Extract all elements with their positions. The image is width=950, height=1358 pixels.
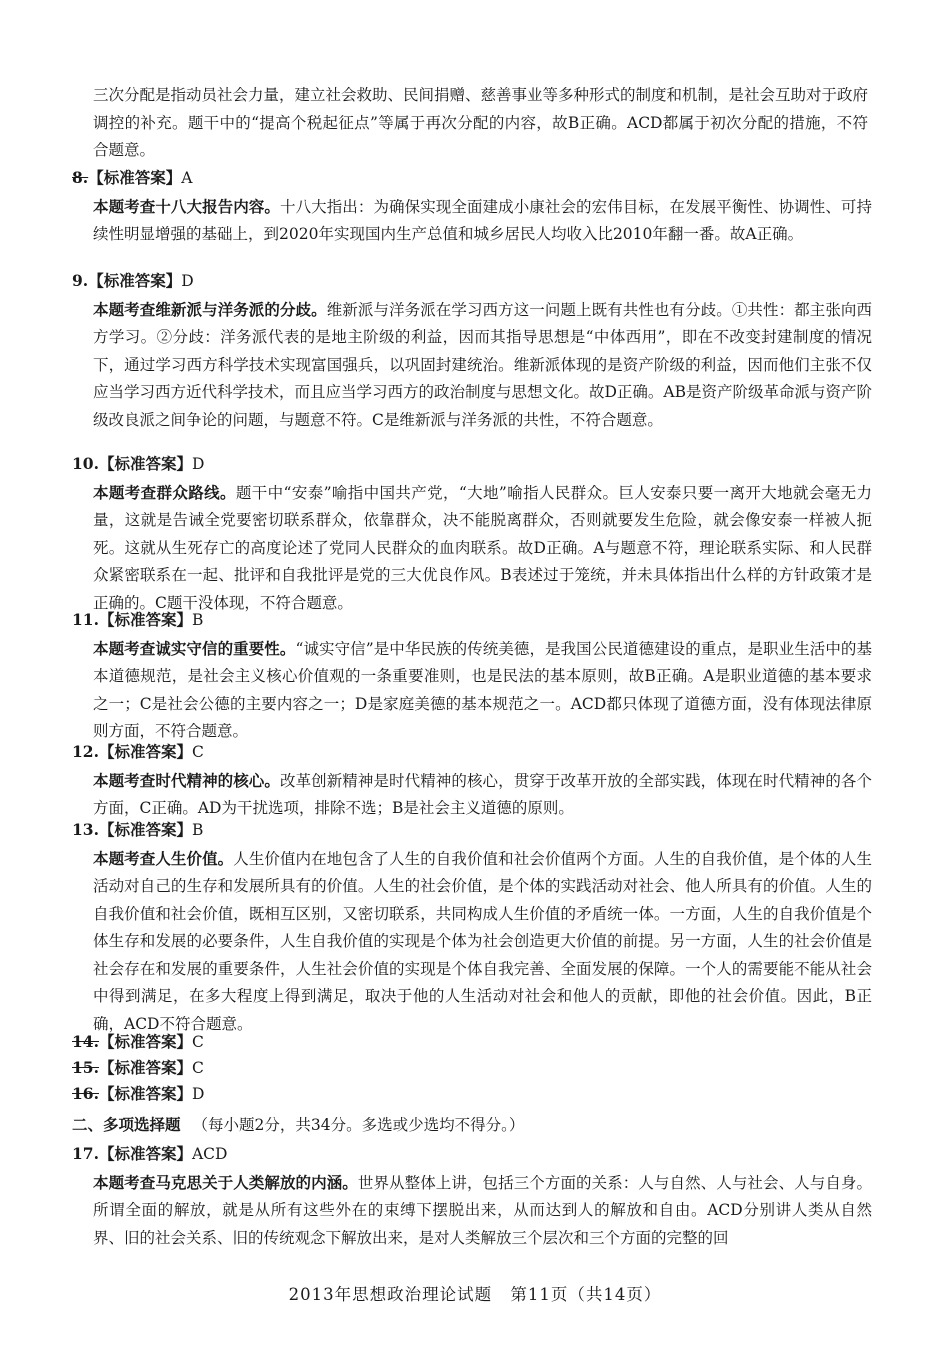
section-heading <box>72 1111 872 1140</box>
explanation-text: 十八大指出：为确保实现全面建成小康社会的宏伟目标，在发展平衡性、协调性、可持续性明显增强的基础上，到2020年实现国内生产总值和城乡居民人均收入比2010年翻一番。故A正确。 <box>93 197 872 243</box>
answer-value: D <box>191 1085 205 1103</box>
answer-value: ACD <box>191 1145 228 1163</box>
topic-text: 本题考查群众路线。 <box>93 482 236 502</box>
explanation-text: 人生价值内在地包含了人生的自我价值和社会价值两个方面。人生的自我价值，是个体的人生活动对自己的生存和发展所具有的价值。人生的社会价值，是个体的实践活动对社会、他人所具有的价值。人生的自我价值和社会价值，既相互区别，又密切联系，共同构成人生价值的矛盾统一体。一方面，人生的自我价值是个体生存和发展的必要条件，人生自我价值的实现是个体为社会创造更大价值的前提。另一方面，人生的社会价值是社会存在和发展的重要条件，人生社会价值的实现是个体自我完善、全面发展的保障。一个人的需要能不能从社会中得到满足，在多大程度上得到满足，取决于他的人生活动对社会和他人的贡献，即他的社会价值。因此，B正确，ACD不符合题意。 <box>93 849 872 1033</box>
answer-item-13 <box>72 816 872 1038</box>
explanation-text: 题干中“安泰”喻指中国共产党，“大地”喻指人民群众。巨人安泰只要一离开大地就会毫无力量，这就是告诫全党要密切联系群众，依靠群众，决不能脱离群众，否则就要发生危险，就会像安泰一样被人扼死。这就从生死存亡的高度论述了党同人民群众的血肉联系。故D正确。A与题意不符，理论联系实际、和人民群众紧密联系在一起、批评和自我批评是党的三大优良作风。B表述过于笼统，并未具体指出什么样的方针政策才是正确的。C题干没体现，不符合题意。 <box>93 483 872 612</box>
item-number: 11. <box>72 610 99 629</box>
answer-label: 【标准答案】 <box>98 1084 192 1103</box>
item-number: 16. <box>72 1084 99 1103</box>
answer-item-10 <box>72 450 872 617</box>
answer-item-11 <box>72 606 872 746</box>
section-title: 二、多项选择题 <box>72 1115 181 1134</box>
page-footer <box>0 1281 950 1305</box>
answer-label: 【标准答案】 <box>98 1058 192 1077</box>
answer-value: B <box>191 821 204 839</box>
exam-title: 2013年思想政治理论试题 <box>288 1285 493 1304</box>
answer-label: 【标准答案】 <box>98 610 192 629</box>
answer-item-9 <box>72 267 872 434</box>
answer-label: 【标准答案】 <box>98 820 192 839</box>
answer-item-14 <box>72 1028 872 1057</box>
intro-text: 三次分配是指动员社会力量，建立社会救助、民间捐赠、慈善事业等多种形式的制度和机制，是社会互助对于政府调控的补充。题干中的“提高个税起征点”等属于再次分配的内容，故B正确。ACD都属于初次分配的措施，不符合题意。 <box>93 86 869 159</box>
answer-label: 【标准答案】 <box>98 454 192 473</box>
topic-text: 本题考查马克思关于人类解放的内涵。 <box>93 1172 358 1192</box>
explanation-text: 维新派与洋务派在学习西方这一问题上既有共性也有分歧。①共性：都主张向西方学习。②分歧：洋务派代表的是地主阶级的利益，因而其指导思想是“中体西用”，即在不改变封建制度的情况下，通过学习西方科学技术实现富国强兵，以巩固封建统治。维新派体现的是资产阶级的利益，因而他们主张不仅应当学习西方近代科学技术，而且应当学习西方的政治制度与思想文化。故D正确。AB是资产阶级革命派与资产阶级改良派之间争论的问题，与题意不符。C是维新派与洋务派的共性，不符合题意。 <box>93 300 873 429</box>
item-number: 12. <box>72 742 99 761</box>
answer-label: 【标准答案】 <box>98 742 192 761</box>
answer-value: C <box>191 1059 204 1077</box>
explanation-text: 改革创新精神是时代精神的核心，贯穿于改革开放的全部实践，体现在时代精神的各个方面，C正确。AD为干扰选项，排除不选；B是社会主义道德的原则。 <box>93 771 872 817</box>
intro-paragraph <box>93 82 868 165</box>
page-number: 第11页（共14页） <box>510 1285 662 1304</box>
answer-item-8 <box>72 164 872 249</box>
answer-item-16 <box>72 1080 872 1109</box>
item-number: 9. <box>72 271 89 290</box>
answer-value: D <box>181 272 194 290</box>
item-number: 17. <box>72 1144 99 1163</box>
explanation-text: “诚实守信”是中华民族的传统美德，是我国公民道德建设的重点，是职业生活中的基本道德规范，是社会主义核心价值观的一条重要准则，也是民法的基本原则，故B正确。A是职业道德的基本要求之一；C是社会公德的主要内容之一；D是家庭美德的基本规范之一。ACD都只体现了道德方面，没有体现法律原则方面，不符合题意。 <box>93 639 872 740</box>
answer-label: 【标准答案】 <box>88 271 182 290</box>
answer-value: C <box>191 1033 204 1051</box>
topic-text: 本题考查人生价值。 <box>93 848 234 868</box>
item-number: 14. <box>72 1032 99 1051</box>
answer-label: 【标准答案】 <box>98 1032 192 1051</box>
answer-item-17 <box>72 1140 872 1252</box>
answer-value: A <box>181 169 193 187</box>
topic-text: 本题考查维新派与洋务派的分歧。 <box>93 299 327 319</box>
item-number: 13. <box>72 820 99 839</box>
item-number: 8. <box>72 168 89 187</box>
answer-item-15 <box>72 1054 872 1083</box>
item-number: 10. <box>72 454 99 473</box>
answer-value: B <box>191 611 204 629</box>
answer-item-12 <box>72 738 872 823</box>
answer-value: C <box>191 743 204 761</box>
answer-value: D <box>191 455 205 473</box>
section-note: （每小题2分，共34分。多选或少选均不得分。） <box>192 1116 525 1134</box>
answer-label: 【标准答案】 <box>98 1144 192 1163</box>
explanation-text: 世界从整体上讲，包括三个方面的关系：人与自然、人与社会、人与自身。所谓全面的解放，就是从所有这些外在的束缚下摆脱出来，从而达到人的解放和自由。ACD分别讲人类从自然界、旧的社会关系、旧的传统观念下解放出来，是对人类解放三个层次和三个方面的完整的回 <box>93 1173 872 1247</box>
answer-label: 【标准答案】 <box>88 168 182 187</box>
item-number: 15. <box>72 1058 99 1077</box>
topic-text: 本题考查时代精神的核心。 <box>93 770 280 790</box>
topic-text: 本题考查十八大报告内容。 <box>93 196 280 216</box>
topic-text: 本题考查诚实守信的重要性。 <box>93 638 296 658</box>
